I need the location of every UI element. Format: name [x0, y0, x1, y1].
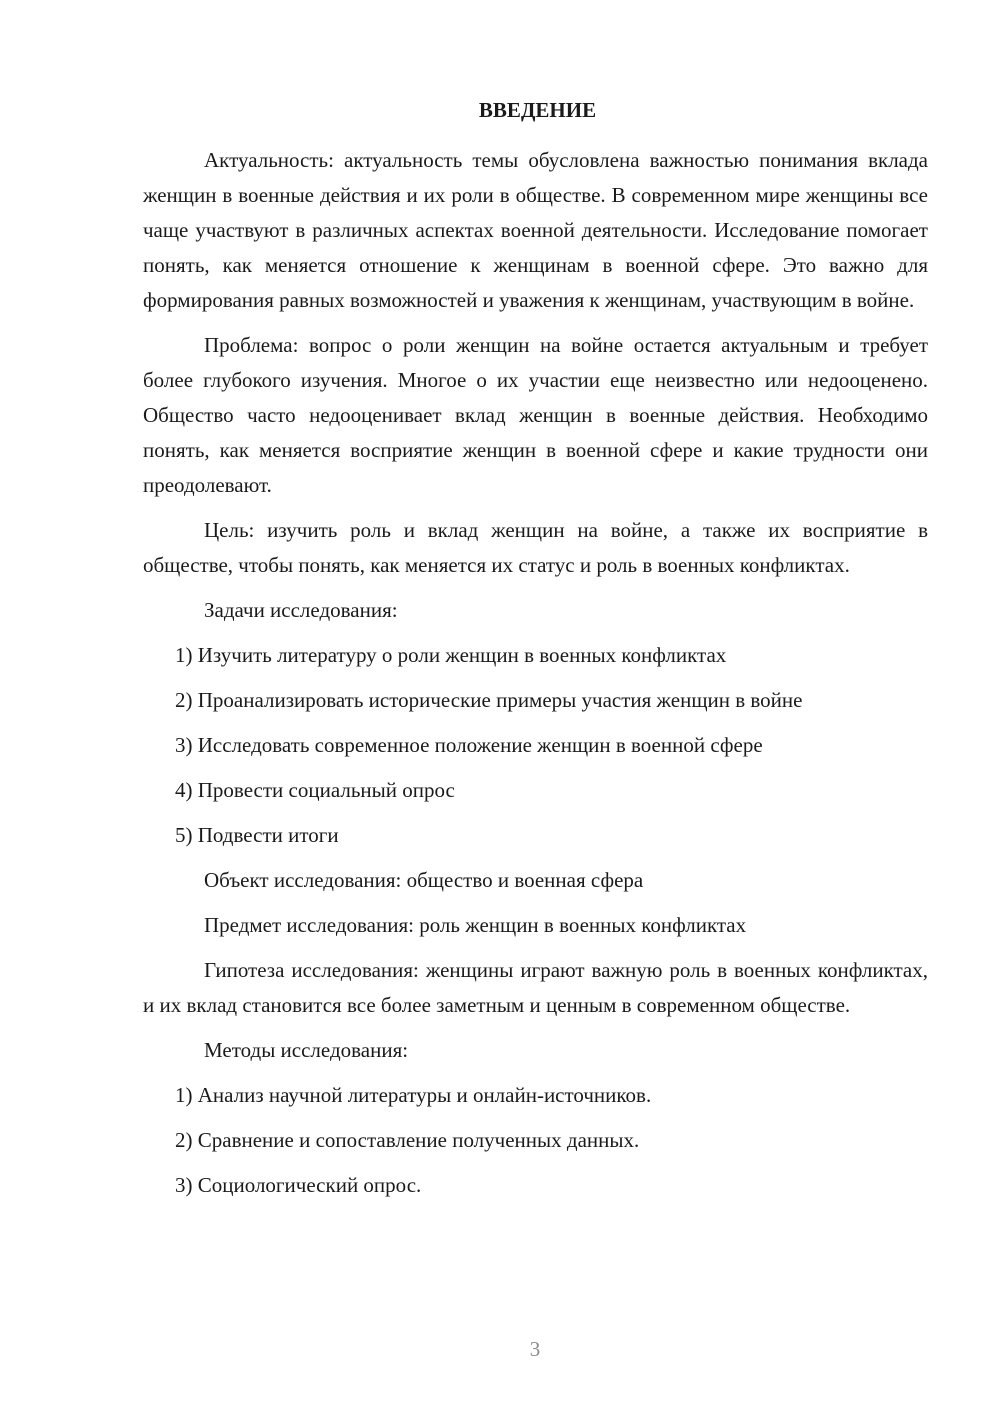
task-item-5: 5) Подвести итоги	[175, 823, 339, 847]
goal-paragraph: Цель: изучить роль и вклад женщин на войне, а также их восприятие в обществе, чтобы понять, как меняется их статус и роль в военных конфликтах.	[143, 518, 928, 577]
method-item-3: 3) Социологический опрос.	[175, 1173, 422, 1197]
methods-label: Методы исследования:	[204, 1038, 409, 1062]
page-content	[143, 95, 928, 1213]
research-object: Объект исследования: общество и военная сфера	[204, 868, 644, 892]
tasks-label: Задачи исследования:	[204, 598, 398, 622]
research-subject: Предмет исследования: роль женщин в военных конфликтах	[204, 913, 747, 937]
task-item-1: 1) Изучить литературу о роли женщин в военных конфликтах	[175, 643, 727, 667]
section-heading: ВВЕДЕНИЕ	[478, 98, 597, 122]
task-item-3: 3) Исследовать современное положение женщин в военной сфере	[175, 733, 763, 757]
relevance-paragraph: Актуальность: актуальность темы обусловлена важностью понимания вклада женщин в военные действия и их роли в обществе. В современном мире женщины все чаще участвуют в различных аспектах военной деятельности. Исследование помогает понять, как меняется отношение к женщинам в военной сфере. Это важно для формирования равных возможностей и уважения к женщинам, участвующим в войне.	[143, 148, 928, 312]
hypothesis-paragraph: Гипотеза исследования: женщины играют важную роль в военных конфликтах, и их вклад становится все более заметным и ценным в современном обществе.	[143, 958, 928, 1017]
method-item-2: 2) Сравнение и сопоставление полученных данных.	[175, 1128, 640, 1152]
page-number: 3	[529, 1337, 541, 1361]
task-item-2: 2) Проанализировать исторические примеры участия женщин в войне	[175, 688, 803, 712]
task-item-4: 4) Провести социальный опрос	[175, 778, 455, 802]
problem-paragraph: Проблема: вопрос о роли женщин на войне остается актуальным и требует более глубокого изучения. Многое о их участии еще неизвестно или недооценено. Общество часто недооценивает вклад женщин в военные действия. Необходимо понять, как меняется восприятие женщин в военной сфере и какие трудности они преодолевают.	[143, 333, 928, 497]
method-item-1: 1) Анализ научной литературы и онлайн-источников.	[175, 1083, 652, 1107]
